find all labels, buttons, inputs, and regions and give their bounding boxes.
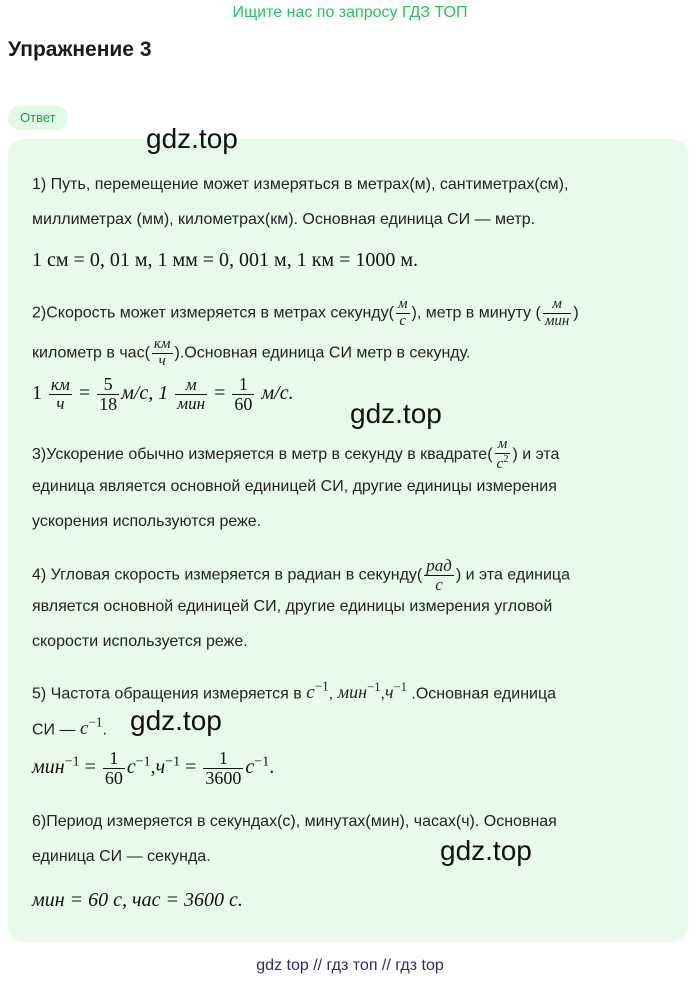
p1-line1: 1) Путь, перемещение может измеряться в метрах(м), сантиметрах(см), <box>32 176 569 193</box>
p4-line1-a: 4) Угловая скорость измеряется в радиан в секунду( <box>32 566 423 584</box>
frac-den: мин <box>544 312 570 329</box>
fraction-1-60 <box>103 749 125 788</box>
unit-h-inverse: $ч^{-1}$ <box>384 680 407 703</box>
p4-line1 <box>32 557 570 594</box>
frac-den: 18 <box>99 393 118 414</box>
frac-den: 60 <box>104 767 123 788</box>
frac-den: ч <box>56 393 65 413</box>
frac-num: рад <box>426 556 452 575</box>
p2-line1-c: ) <box>573 304 579 322</box>
p4-line1-b: ) и эта единица <box>455 566 570 584</box>
frac-den: $с^2$ <box>496 453 509 472</box>
p3-line1-b: ) и эта <box>512 445 560 463</box>
frac-num: 1 <box>232 375 254 395</box>
frac-den: 60 <box>234 393 253 414</box>
footer-links[interactable]: gdz top // гдз топ // гдз top <box>256 957 444 974</box>
p5-formula: мин$^{-1}$ = $\frac{1}{60}$ $с^{-1},ч^{-1}$ = $\frac{1}{3600}$ $с^{-1}$. <box>32 748 275 788</box>
unit-min-inverse: мин$^{-1}$ <box>337 680 381 703</box>
formula-part: м/с, 1 <box>121 381 169 404</box>
unit-s-inverse: $с^{-1}$ <box>306 679 329 704</box>
answer-badge[interactable]: Ответ <box>8 106 68 130</box>
p6-line2: единица СИ — секунда. <box>32 848 211 865</box>
formula-part: = <box>78 381 91 404</box>
frac-num: 5 <box>97 375 119 395</box>
p5-line1-a: 5) Частота обращения измеряется в <box>32 685 302 703</box>
frac-num: м <box>543 297 572 314</box>
p2-line2 <box>32 337 470 370</box>
p2-line1-b: ), метр в минуту ( <box>411 304 541 322</box>
formula-part: = <box>84 755 96 778</box>
fraction-m-s2 <box>495 437 511 472</box>
p3-line3: ускорения используются реже. <box>32 513 262 530</box>
frac-num: км <box>51 375 70 395</box>
watermark: gdz.top <box>440 835 532 866</box>
p3-line1 <box>32 437 559 472</box>
fraction-rad-s <box>424 557 454 594</box>
watermark: gdz.top <box>130 705 222 736</box>
formula-part: = <box>214 381 226 404</box>
p5-line2: СИ — $с^{-1}$. <box>32 715 107 740</box>
fraction-1-3600 <box>203 749 243 788</box>
fraction-km-h <box>152 337 173 370</box>
fraction-m-min <box>543 297 572 330</box>
formula-part: $ч^{-1}$ <box>155 754 181 778</box>
p2-line2-a: километр в час( <box>32 344 150 362</box>
p2-line2-b: ).Основная единица СИ метр в секунду. <box>174 344 471 362</box>
page-title: Упражнение 3 <box>8 38 152 61</box>
frac-den: ч <box>158 352 166 369</box>
frac-num: м <box>175 376 207 395</box>
p6-line1: 6)Период измеряется в секундах(с), минутах(мин), часах(ч). Основная <box>32 813 557 830</box>
formula-part: = <box>185 755 197 778</box>
fraction-m-min <box>175 376 207 413</box>
frac-num: м <box>495 437 511 454</box>
fraction-m-s <box>396 297 410 330</box>
p2-line1-a: 2)Скорость может измеряется в метрах секунду( <box>32 304 394 322</box>
p5-line1: 5) Частота обращения измеряется в $с^{-1}$, $мин^{-1},ч^{-1}$ .Основная единица <box>32 679 557 704</box>
formula-part: м/с. <box>261 381 294 404</box>
frac-den: с <box>435 574 443 594</box>
p1-formula: 1 см = 0, 01 м, 1 мм = 0, 001 м, 1 км = 1000 м. <box>32 249 419 271</box>
p1-line2: миллиметрах (мм), километрах(км). Основная единица СИ — метр. <box>32 211 536 228</box>
watermark: gdz.top <box>350 398 442 429</box>
p4-line2: является основной единицей СИ, другие единицы измерения угловой <box>32 598 553 615</box>
frac-num: м <box>397 296 408 312</box>
fraction-1-60 <box>232 375 254 414</box>
answer-box <box>8 123 688 942</box>
frac-num: 1 <box>103 749 125 769</box>
watermark: gdz.top <box>146 123 238 154</box>
p5-line1-b: .Основная единица <box>411 685 557 703</box>
frac-num: км <box>153 336 171 352</box>
p2-formula <box>32 375 294 414</box>
frac-den: 3600 <box>205 767 242 788</box>
p3-line1-a: 3)Ускорение обычно измеряется в метр в секунду в квадрате( <box>32 445 493 463</box>
formula-part: $с^{-1}$ <box>126 754 151 778</box>
fraction-5-18 <box>97 375 119 414</box>
formula-part: $с^{-1}$ <box>245 754 270 778</box>
top-banner[interactable]: Ищите нас по запросу ГДЗ ТОП <box>232 4 468 21</box>
p4-line3: скорости используется реже. <box>32 633 248 650</box>
p3-line2: единица является основной единицей СИ, другие единицы измерения <box>32 478 557 495</box>
frac-den: мин <box>177 393 206 413</box>
p2-line1 <box>32 297 579 330</box>
p5-line2-a: СИ — <box>32 721 76 739</box>
frac-num: 1 <box>203 749 243 769</box>
frac-den: с <box>399 312 407 329</box>
formula-part: 1 <box>32 381 42 404</box>
p6-formula: мин = 60 с, час = 3600 с. <box>32 889 243 911</box>
fraction-km-h <box>49 376 72 413</box>
unit-s-inverse: $с^{-1}$ <box>79 715 103 740</box>
formula-part: мин$^{-1}$ <box>32 754 80 778</box>
